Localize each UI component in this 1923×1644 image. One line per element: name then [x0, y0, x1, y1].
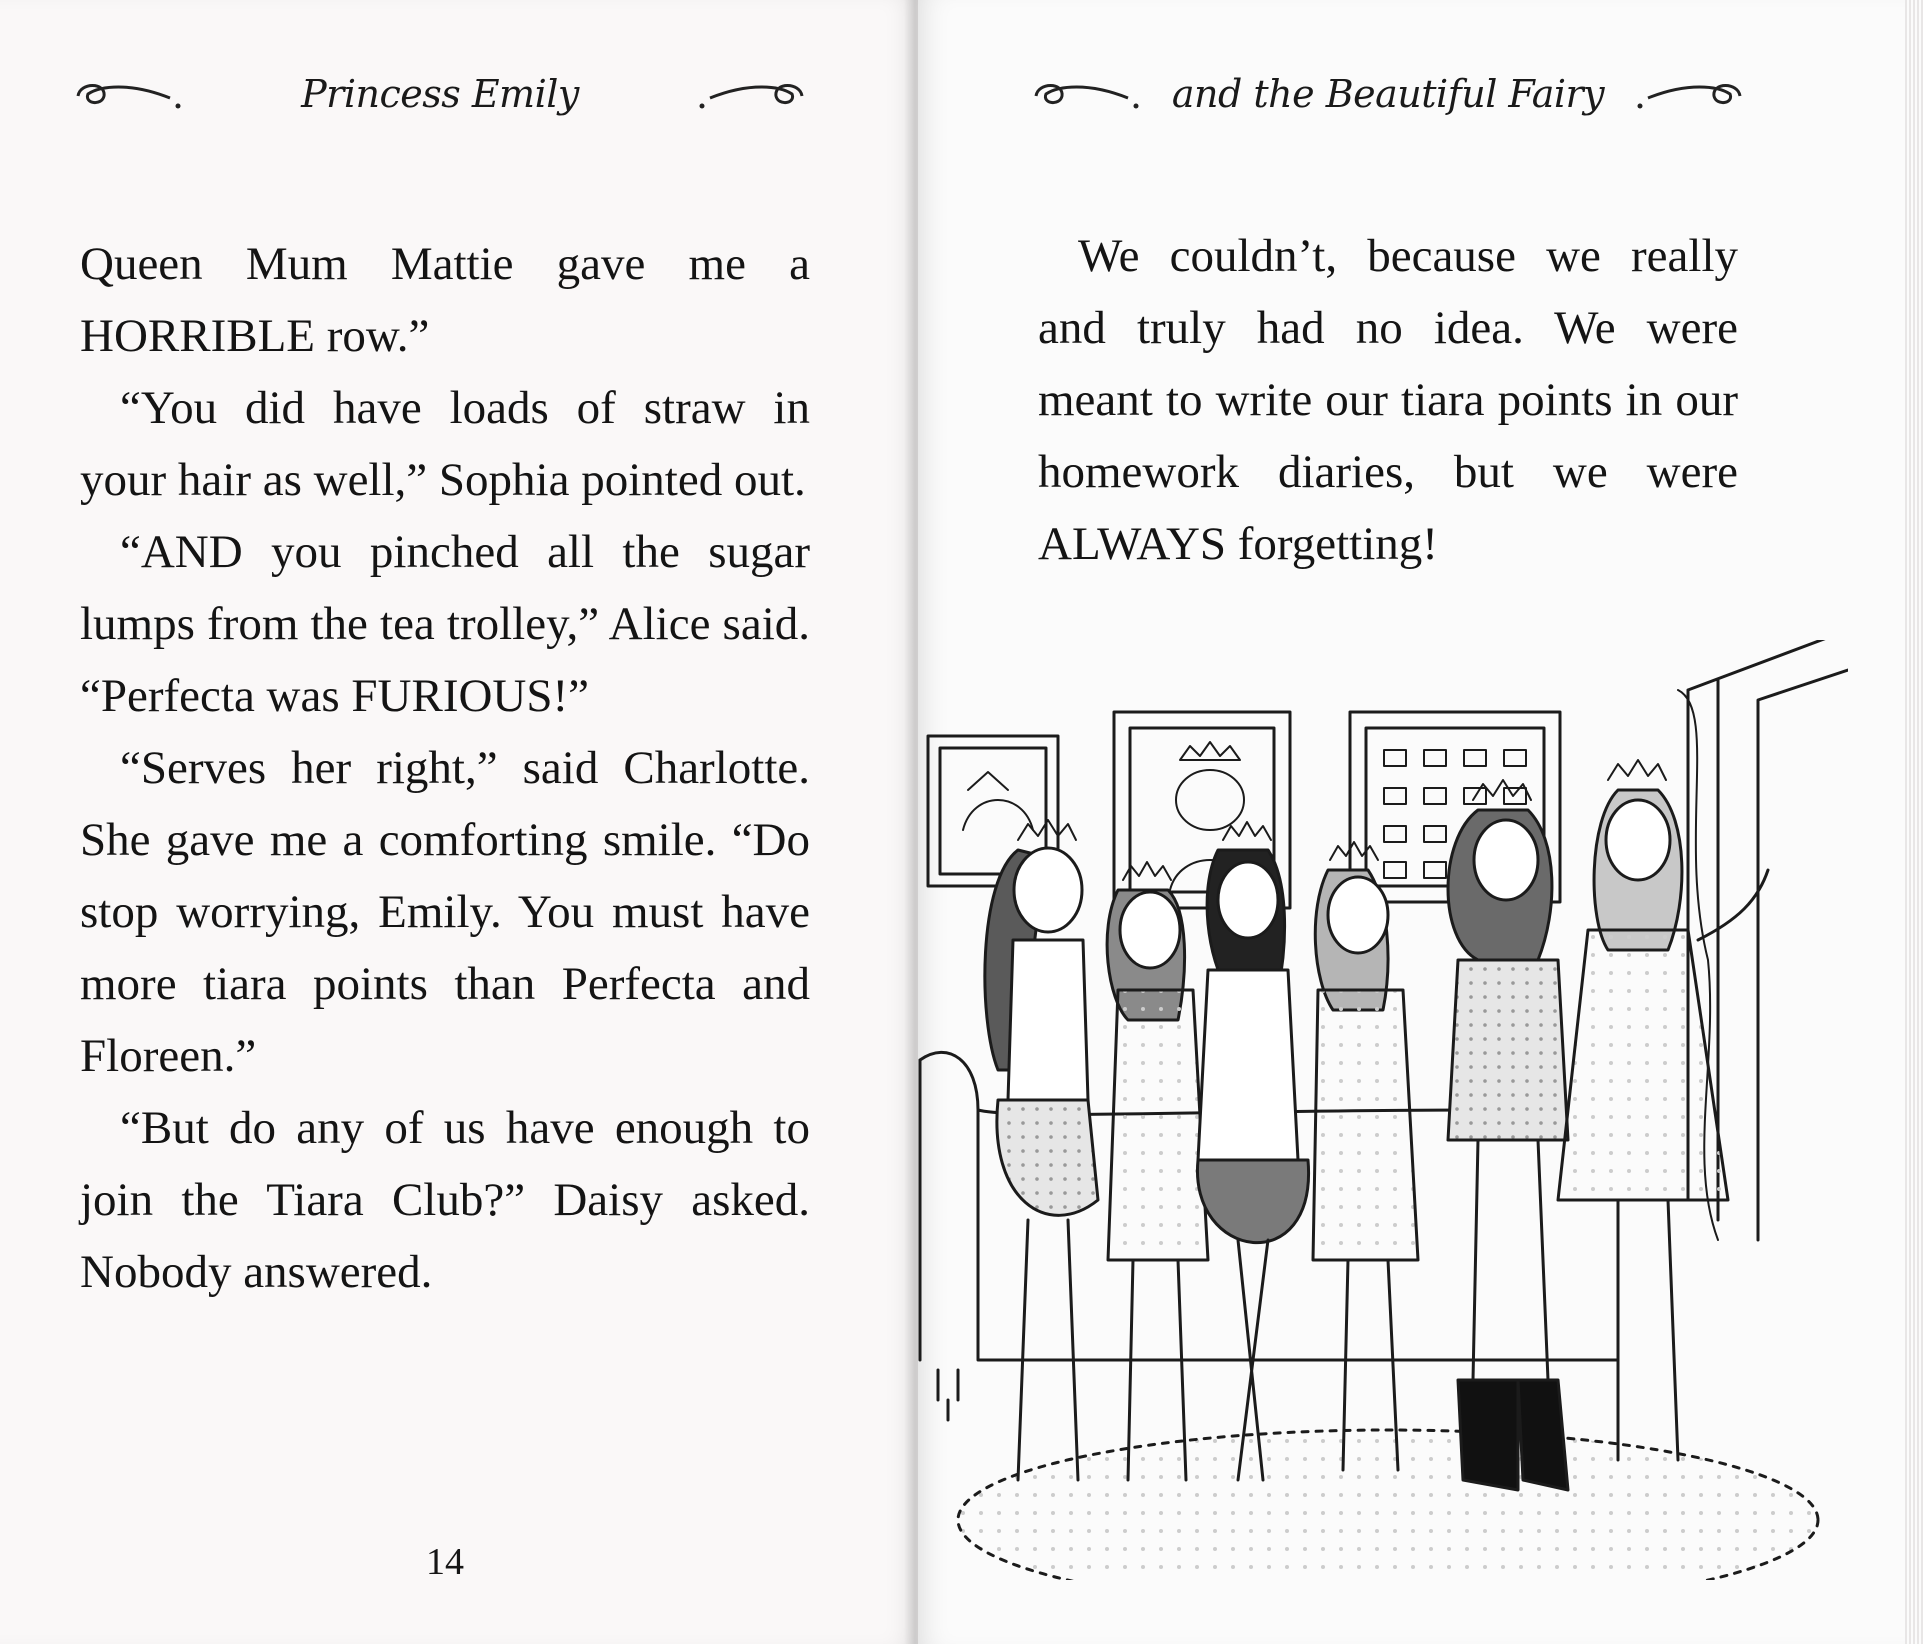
paragraph: Queen Mum Mattie gave me a HORRIBLE row.” — [80, 238, 810, 362]
page-edges — [1905, 0, 1923, 1644]
princess-figure — [1107, 862, 1208, 1480]
paragraph: “But do any of us have enough to join the Tiara Club?” Daisy asked. Nobody answered. — [80, 1102, 810, 1298]
page-number: 14 — [426, 1541, 464, 1583]
left-page — [0, 0, 918, 1644]
flourish-right-icon — [1628, 72, 1748, 116]
left-body-text — [80, 228, 810, 1308]
paragraph: “AND you pinched all the sugar lumps from the tea trolley,” Alice said. “Perfecta was FURIOUS!” — [80, 526, 810, 722]
running-title: Princess Emily — [301, 72, 579, 116]
running-title: and the Beautiful Fairy — [1171, 72, 1605, 116]
princess-figure-standing — [1558, 760, 1768, 1460]
flourish-left-icon — [1028, 72, 1148, 116]
paragraph: We couldn’t, because we really and truly had no idea. We were meant to write our tiara points in our homework diaries, but we were ALWAYS forgetting! — [1038, 230, 1738, 570]
flourish-right-icon — [690, 72, 810, 116]
round-rug — [958, 1430, 1818, 1580]
right-body-text — [1038, 220, 1738, 580]
running-head — [70, 64, 810, 124]
princess-figure — [985, 820, 1098, 1480]
princess-figure — [1197, 822, 1308, 1480]
running-head — [1028, 64, 1748, 124]
princess-figure — [1313, 842, 1418, 1470]
paragraph: “Serves her right,” said Charlotte. She gave me a comforting smile. “Do stop worrying, Emily. You must have more tiara points than Perfecta and Floreen.” — [80, 742, 810, 1082]
princesses-illustration — [918, 640, 1848, 1580]
flourish-left-icon — [70, 72, 190, 116]
princess-figure-standing — [1448, 780, 1568, 1490]
paragraph: “You did have loads of straw in your hair as well,” Sophia pointed out. — [80, 382, 810, 506]
